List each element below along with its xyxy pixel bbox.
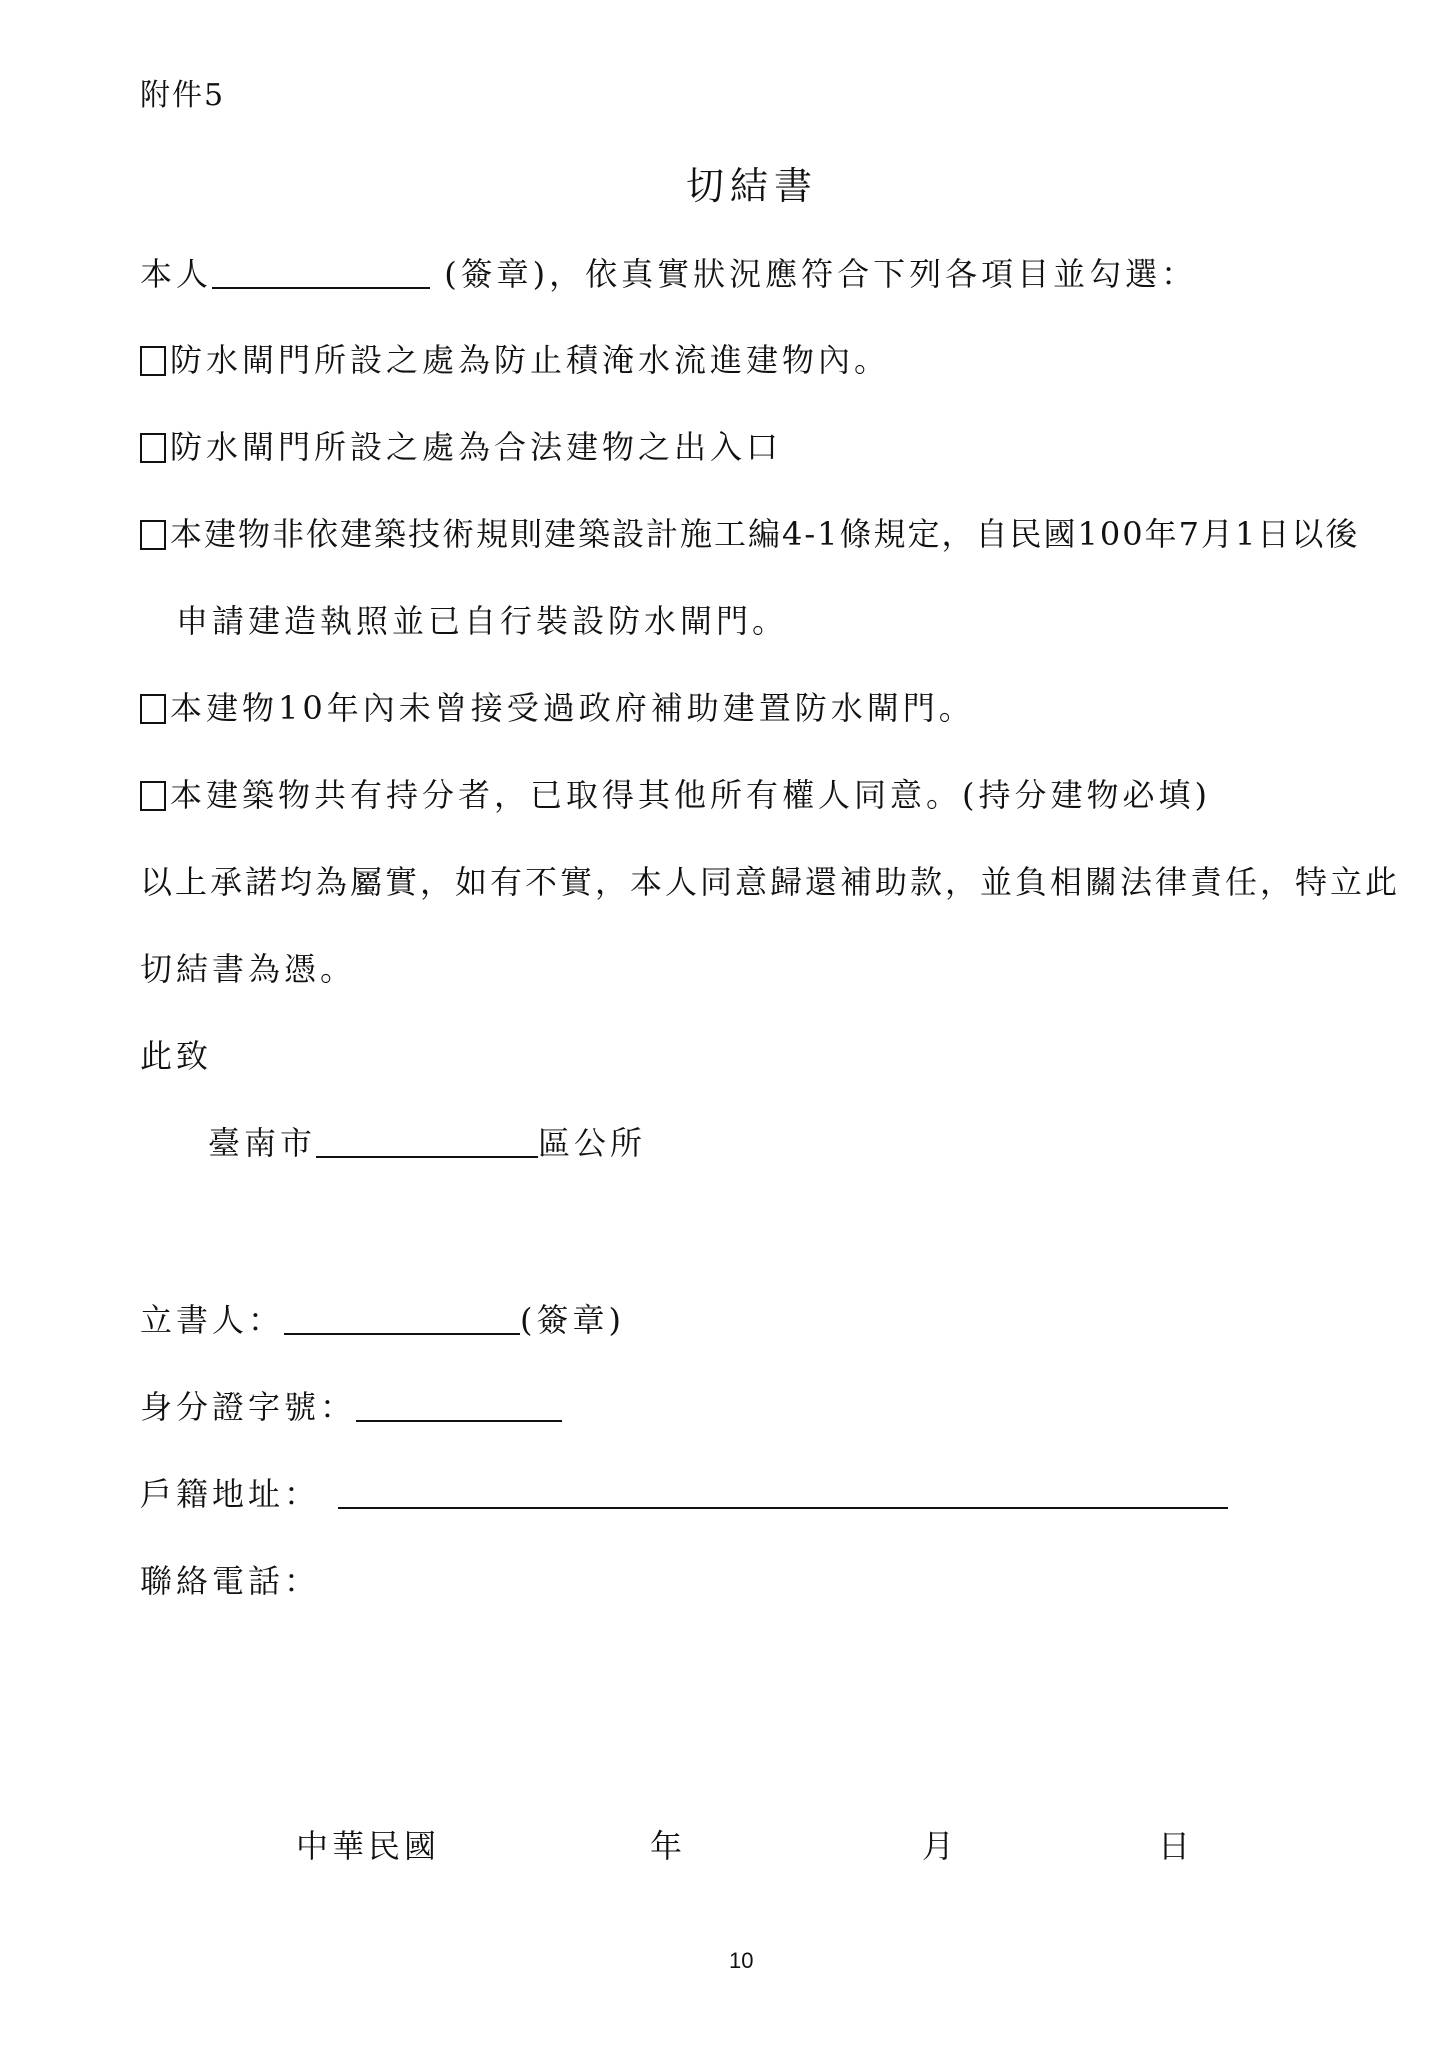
- checklist-text-2: 防水閘門所設之處為合法建物之出入口: [170, 428, 783, 466]
- checklist-text-3: 本建物非依建築技術規則建築設計施工編4-1條規定，自民國100年7月1日以後: [170, 515, 1360, 553]
- id-number-label: 身分證字號：: [140, 1388, 357, 1426]
- checklist-item-3: [140, 514, 1359, 554]
- signatory-blank[interactable]: [284, 1303, 520, 1335]
- checkbox-5[interactable]: [140, 781, 166, 811]
- checklist-item-2: [140, 427, 782, 467]
- recipient-line: [208, 1123, 646, 1163]
- date-era: 中華民國: [296, 1827, 441, 1865]
- checkbox-2[interactable]: [140, 433, 166, 463]
- signer-name-blank[interactable]: [212, 257, 430, 289]
- address-blank[interactable]: [338, 1477, 1228, 1509]
- checkbox-3[interactable]: [140, 520, 166, 550]
- id-number-line: [140, 1387, 562, 1427]
- recipient-suffix: 區公所: [538, 1124, 647, 1162]
- phone-line: [140, 1561, 320, 1601]
- address-label: 戶籍地址：: [140, 1475, 321, 1513]
- intro-prefix: 本人: [140, 255, 213, 293]
- signatory-line: [140, 1300, 625, 1340]
- checkbox-4[interactable]: [140, 694, 166, 724]
- intro-suffix: (簽章)，依真實狀況應符合下列各項目並勾選：: [430, 255, 1198, 293]
- salutation: 此致: [140, 1037, 213, 1075]
- checklist-text-5: 本建築物共有持分者，已取得其他所有權人同意。(持分建物必填): [170, 776, 1211, 814]
- address-line: [140, 1474, 1228, 1514]
- phone-label: 聯絡電話：: [140, 1562, 321, 1600]
- intro-line: [140, 254, 1197, 294]
- date-day: 日: [1158, 1827, 1195, 1865]
- recipient-prefix: 臺南市: [208, 1124, 317, 1162]
- checkbox-1[interactable]: [140, 346, 166, 376]
- pledge-line-1: 以上承諾均為屬實，如有不實，本人同意歸還補助款，並負相關法律責任，特立此: [140, 863, 1401, 901]
- checklist-item-3-continuation: 申請建造執照並已自行裝設防水閘門。: [176, 602, 789, 640]
- checklist-text-4: 本建物10年內未曾接受過政府補助建置防水閘門。: [170, 689, 975, 727]
- page-number: 10: [729, 1948, 754, 1973]
- checklist-text-1: 防水閘門所設之處為防止積淹水流進建物內。: [170, 341, 891, 379]
- id-number-blank[interactable]: [356, 1390, 562, 1422]
- date-year: 年: [650, 1827, 687, 1865]
- attachment-label: 附件5: [140, 78, 226, 113]
- signatory-suffix: (簽章): [520, 1301, 625, 1339]
- date-month: 月: [922, 1827, 959, 1865]
- checklist-item-4: [140, 688, 975, 728]
- district-blank[interactable]: [316, 1126, 538, 1158]
- pledge-line-2: 切結書為憑。: [140, 950, 357, 988]
- checklist-item-1: [140, 340, 890, 380]
- checklist-item-5: [140, 775, 1211, 815]
- signatory-label: 立書人：: [140, 1301, 285, 1339]
- document-title: 切結書: [686, 164, 819, 208]
